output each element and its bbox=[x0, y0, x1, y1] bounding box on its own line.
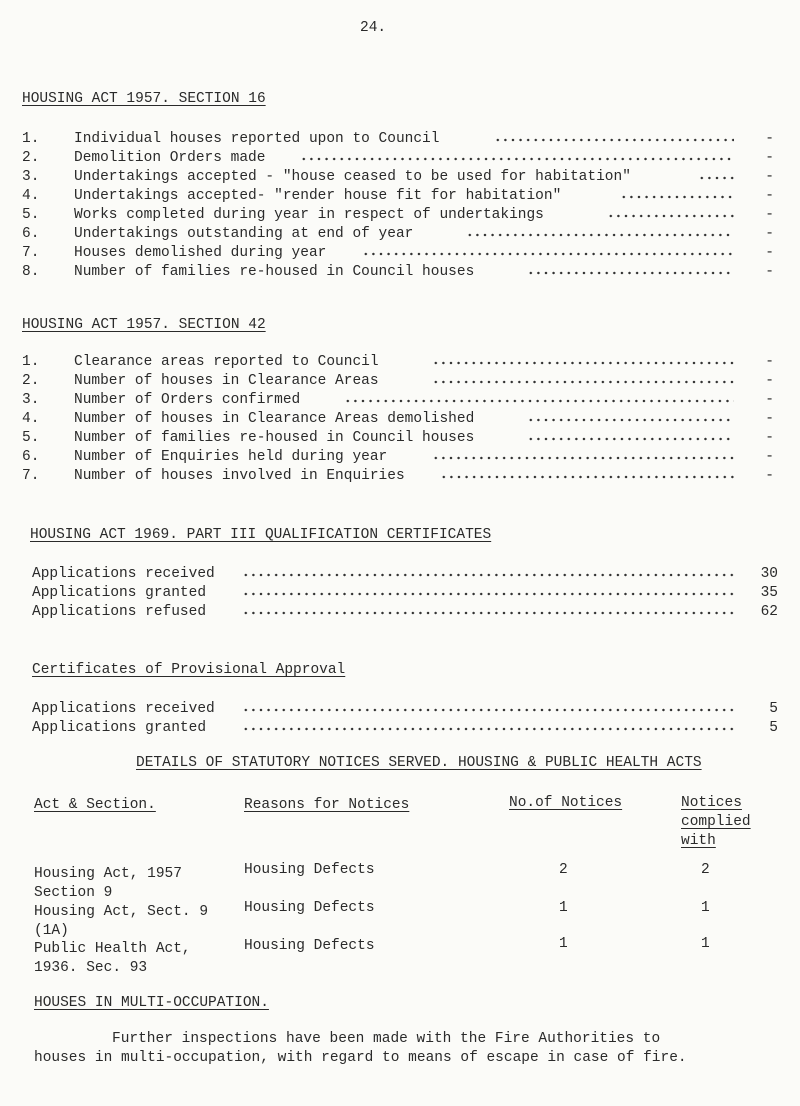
item-number: 5. bbox=[22, 430, 40, 446]
item-number: 2. bbox=[22, 373, 40, 389]
section-16-heading: HOUSING ACT 1957. SECTION 16 bbox=[22, 91, 266, 107]
complied-cell: 1 bbox=[701, 900, 710, 916]
item-label: Clearance areas reported to Council bbox=[74, 354, 379, 370]
dot-leader bbox=[607, 210, 734, 222]
item-value: - bbox=[765, 188, 774, 204]
list-item bbox=[22, 264, 774, 283]
dot-leader bbox=[527, 267, 734, 279]
dot-leader bbox=[620, 191, 734, 203]
section-42-heading: HOUSING ACT 1957. SECTION 42 bbox=[22, 317, 266, 333]
list-item bbox=[22, 449, 774, 468]
item-value: - bbox=[765, 430, 774, 446]
item-value: 30 bbox=[760, 566, 778, 582]
dot-leader bbox=[432, 452, 734, 464]
multi-occupation-line-1: Further inspections have been made with the Fire Authorities to bbox=[112, 1031, 661, 1047]
list-item bbox=[32, 566, 778, 585]
act-1969-heading: HOUSING ACT 1969. PART III QUALIFICATION CERTIFICATES bbox=[30, 527, 492, 543]
column-header-act: Act & Section. bbox=[34, 797, 156, 813]
list-item bbox=[22, 373, 774, 392]
item-value: - bbox=[765, 150, 774, 166]
dot-leader bbox=[698, 172, 734, 184]
item-label: Number of Orders confirmed bbox=[74, 392, 301, 408]
dot-leader bbox=[432, 376, 734, 388]
item-value: - bbox=[765, 226, 774, 242]
list-item bbox=[22, 150, 774, 169]
act-cell: Public Health Act, 1936. Sec. 93 bbox=[34, 941, 191, 976]
item-number: 7. bbox=[22, 468, 40, 484]
dot-leader bbox=[440, 471, 734, 483]
item-label: Applications received bbox=[32, 566, 215, 582]
item-value: - bbox=[765, 131, 774, 147]
item-value: 62 bbox=[760, 604, 778, 620]
count-cell: 2 bbox=[559, 862, 568, 878]
item-number: 6. bbox=[22, 226, 40, 242]
item-value: - bbox=[765, 449, 774, 465]
count-cell: 1 bbox=[559, 936, 568, 952]
dot-leader bbox=[432, 357, 734, 369]
item-label: Individual houses reported upon to Council bbox=[74, 131, 440, 147]
list-item bbox=[22, 430, 774, 449]
item-label: Number of houses involved in Enquiries bbox=[74, 468, 405, 484]
item-number: 1. bbox=[22, 354, 40, 370]
column-header-count: No.of Notices bbox=[509, 795, 623, 811]
dot-leader bbox=[466, 229, 734, 241]
dot-leader bbox=[242, 607, 734, 619]
item-value: - bbox=[765, 411, 774, 427]
item-label: Undertakings accepted- "render house fit for habitation" bbox=[74, 188, 562, 204]
complied-cell: 2 bbox=[701, 862, 710, 878]
item-label: Demolition Orders made bbox=[74, 150, 266, 166]
list-item bbox=[32, 701, 778, 720]
dot-leader bbox=[242, 569, 734, 581]
provisional-heading: Certificates of Provisional Approval bbox=[32, 662, 346, 678]
item-label: Applications granted bbox=[32, 585, 207, 601]
dot-leader bbox=[300, 153, 734, 165]
notices-heading: DETAILS OF STATUTORY NOTICES SERVED. HOUSING & PUBLIC HEALTH ACTS bbox=[136, 755, 702, 771]
item-value: - bbox=[765, 207, 774, 223]
item-label: Applications refused bbox=[32, 604, 207, 620]
item-label: Undertakings outstanding at end of year bbox=[74, 226, 414, 242]
dot-leader bbox=[494, 134, 734, 146]
item-number: 1. bbox=[22, 131, 40, 147]
list-item bbox=[22, 188, 774, 207]
item-label: Houses demolished during year bbox=[74, 245, 327, 261]
act-cell: Housing Act, 1957 Section 9 bbox=[34, 866, 182, 901]
item-value: 35 bbox=[760, 585, 778, 601]
dot-leader bbox=[242, 723, 734, 735]
list-item bbox=[32, 585, 778, 604]
list-item bbox=[22, 245, 774, 264]
item-label: Works completed during year in respect of undertakings bbox=[74, 207, 544, 223]
item-label: Applications received bbox=[32, 701, 215, 717]
list-item bbox=[32, 720, 778, 739]
item-value: 5 bbox=[769, 720, 778, 736]
item-number: 2. bbox=[22, 150, 40, 166]
reason-cell: Housing Defects bbox=[244, 862, 375, 878]
dot-leader bbox=[527, 433, 734, 445]
list-item bbox=[22, 468, 774, 487]
item-value: - bbox=[765, 468, 774, 484]
item-label: Undertakings accepted - "house ceased to be used for habitation" bbox=[74, 169, 631, 185]
list-item bbox=[22, 131, 774, 150]
list-item bbox=[22, 226, 774, 245]
page-number: 24. bbox=[360, 20, 387, 36]
item-label: Applications granted bbox=[32, 720, 207, 736]
list-item bbox=[22, 411, 774, 430]
item-value: 5 bbox=[769, 701, 778, 717]
item-number: 3. bbox=[22, 392, 40, 408]
list-item bbox=[22, 169, 774, 188]
multi-occupation-heading: HOUSES IN MULTI-OCCUPATION. bbox=[34, 995, 269, 1011]
item-value: - bbox=[765, 264, 774, 280]
item-label: Number of houses in Clearance Areas demolished bbox=[74, 411, 475, 427]
count-cell: 1 bbox=[559, 900, 568, 916]
complied-cell: 1 bbox=[701, 936, 710, 952]
item-value: - bbox=[765, 245, 774, 261]
item-label: Number of houses in Clearance Areas bbox=[74, 373, 379, 389]
item-number: 6. bbox=[22, 449, 40, 465]
item-number: 8. bbox=[22, 264, 40, 280]
item-number: 3. bbox=[22, 169, 40, 185]
reason-cell: Housing Defects bbox=[244, 900, 375, 916]
list-item bbox=[22, 207, 774, 226]
dot-leader bbox=[242, 588, 734, 600]
item-number: 5. bbox=[22, 207, 40, 223]
item-label: Number of Enquiries held during year bbox=[74, 449, 388, 465]
column-header-reasons: Reasons for Notices bbox=[244, 797, 410, 813]
dot-leader bbox=[242, 704, 734, 716]
item-number: 4. bbox=[22, 188, 40, 204]
list-item bbox=[32, 604, 778, 623]
item-value: - bbox=[765, 392, 774, 408]
dot-leader bbox=[344, 395, 734, 407]
reason-cell: Housing Defects bbox=[244, 938, 375, 954]
multi-occupation-line-2: houses in multi-occupation, with regard to means of escape in case of fire. bbox=[34, 1050, 687, 1066]
item-number: 4. bbox=[22, 411, 40, 427]
list-item bbox=[22, 392, 774, 411]
dot-leader bbox=[527, 414, 734, 426]
item-label: Number of families re-housed in Council houses bbox=[74, 264, 475, 280]
item-value: - bbox=[765, 354, 774, 370]
dot-leader bbox=[362, 248, 734, 260]
item-number: 7. bbox=[22, 245, 40, 261]
list-item bbox=[22, 354, 774, 373]
column-header-complied: Notices complied with bbox=[681, 795, 751, 849]
act-cell: Housing Act, Sect. 9 (1A) bbox=[34, 904, 209, 939]
item-label: Number of families re-housed in Council houses bbox=[74, 430, 475, 446]
item-value: - bbox=[765, 373, 774, 389]
item-value: - bbox=[765, 169, 774, 185]
